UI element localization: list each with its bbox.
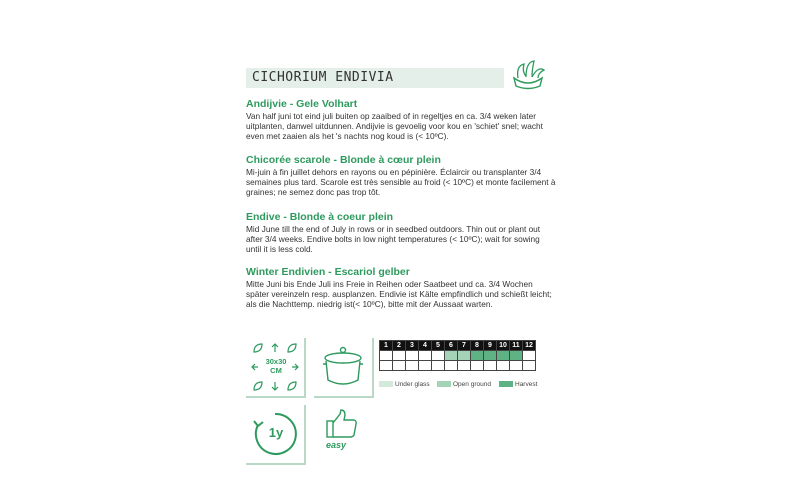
- legend-label: Open ground: [453, 381, 491, 388]
- section-body: Mid June till the end of July in rows or in seedbed outdoors. Thin out or plant out after 3/4 weeks. Endive bolts in low night temperatures (< 10ºC); wait for sowing until it is less cold.: [246, 224, 541, 255]
- calendar-cell: [458, 361, 471, 371]
- endive-icon: [508, 58, 548, 92]
- section-heading: Endive - Blonde à coeur plein: [246, 211, 394, 223]
- section-german: [246, 266, 556, 310]
- difficulty-label: easy: [326, 440, 347, 450]
- spacing-label: [264, 357, 288, 375]
- calendar-cell: [419, 361, 432, 371]
- calendar-month: 2: [393, 341, 406, 351]
- calendar-month: 10: [497, 341, 510, 351]
- calendar-cell: [419, 351, 432, 361]
- calendar-month: 1: [380, 341, 393, 351]
- calendar-cell: [406, 361, 419, 371]
- calendar-month: 12: [523, 341, 536, 351]
- legend-harvest: [499, 381, 537, 388]
- legend-open-ground: [437, 381, 491, 388]
- section-body: Mi-juin à fin juillet dehors en rayons ou en pépinière. Éclaircir ou transplanter 3/4 semaines plus tard. Scarole est très sensible au froid (< 10ºC) et monte facilement à graines; ne semez donc pas trop tôt.: [246, 167, 556, 198]
- calendar-row: [380, 361, 536, 371]
- calendar-month: 5: [432, 341, 445, 351]
- calendar-cell: [432, 361, 445, 371]
- calendar-month: 3: [406, 341, 419, 351]
- legend-swatch: [499, 381, 513, 387]
- section-english: [246, 211, 556, 255]
- calendar-cell: [445, 351, 458, 361]
- pot-icon: [318, 344, 368, 390]
- calendar-month: 9: [484, 341, 497, 351]
- calendar-month: 7: [458, 341, 471, 351]
- calendar-cell: [523, 351, 536, 361]
- calendar-cell: [484, 361, 497, 371]
- calendar-cell: [471, 351, 484, 361]
- section-heading: Andijvie - Gele Volhart: [246, 98, 358, 110]
- legend-under-glass: [379, 381, 430, 388]
- section-body: Mitte Juni bis Ende Juli ins Freie in Reihen oder Saatbeet und ca. 3/4 Wochen später vereinzeln resp. ausplanzen. Endivie ist Kälte empfindlich und schießt leicht; als die Nachttemp. niedrig ist(< 10ºC), bitte mit der Aussaat warten.: [246, 279, 552, 310]
- calendar-month-row: [380, 341, 536, 351]
- lifespan-value: 1y: [268, 425, 284, 440]
- calendar-cell: [510, 361, 523, 371]
- calendar-month: 11: [510, 341, 523, 351]
- calendar-cell: [523, 361, 536, 371]
- calendar-cell: [380, 361, 393, 371]
- calendar-cell: [406, 351, 419, 361]
- section-body: Van half juni tot eind juli buiten op zaaibed of in regeltjes en ca. 3/4 weken later uitplanten, danwel uitdunnen. Andijvie is gevoelig voor kou en 'schiet' snel; wacht even met zaaien als het 's nachts nog koud is (< 10ºC).: [246, 111, 543, 142]
- calendar-cell: [458, 351, 471, 361]
- calendar-row: [380, 351, 536, 361]
- legend-swatch: [437, 381, 451, 387]
- legend-label: Under glass: [395, 381, 430, 388]
- section-dutch: [246, 98, 556, 142]
- calendar-month: 8: [471, 341, 484, 351]
- calendar-cell: [497, 351, 510, 361]
- section-french: [246, 154, 556, 198]
- calendar-cell: [393, 361, 406, 371]
- calendar-cell: [432, 351, 445, 361]
- calendar-cell: [497, 361, 510, 371]
- legend-swatch: [379, 381, 393, 387]
- sowing-calendar: [379, 340, 536, 371]
- section-heading: Chicorée scarole - Blonde à cœur plein: [246, 154, 441, 166]
- calendar-cell: [445, 361, 458, 371]
- section-heading: Winter Endivien - Escariol gelber: [246, 266, 410, 278]
- calendar-month: 4: [419, 341, 432, 351]
- spacing-value: 30x30: [265, 357, 287, 366]
- calendar-month: 6: [445, 341, 458, 351]
- calendar-cell: [380, 351, 393, 361]
- legend-label: Harvest: [515, 381, 538, 388]
- thumbs-up-icon: [324, 408, 360, 440]
- calendar-cell: [471, 361, 484, 371]
- calendar-cell: [393, 351, 406, 361]
- species-title: CICHORIUM ENDIVIA: [252, 70, 394, 85]
- calendar-cell: [510, 351, 523, 361]
- spacing-unit: CM: [270, 366, 282, 375]
- calendar-cell: [484, 351, 497, 361]
